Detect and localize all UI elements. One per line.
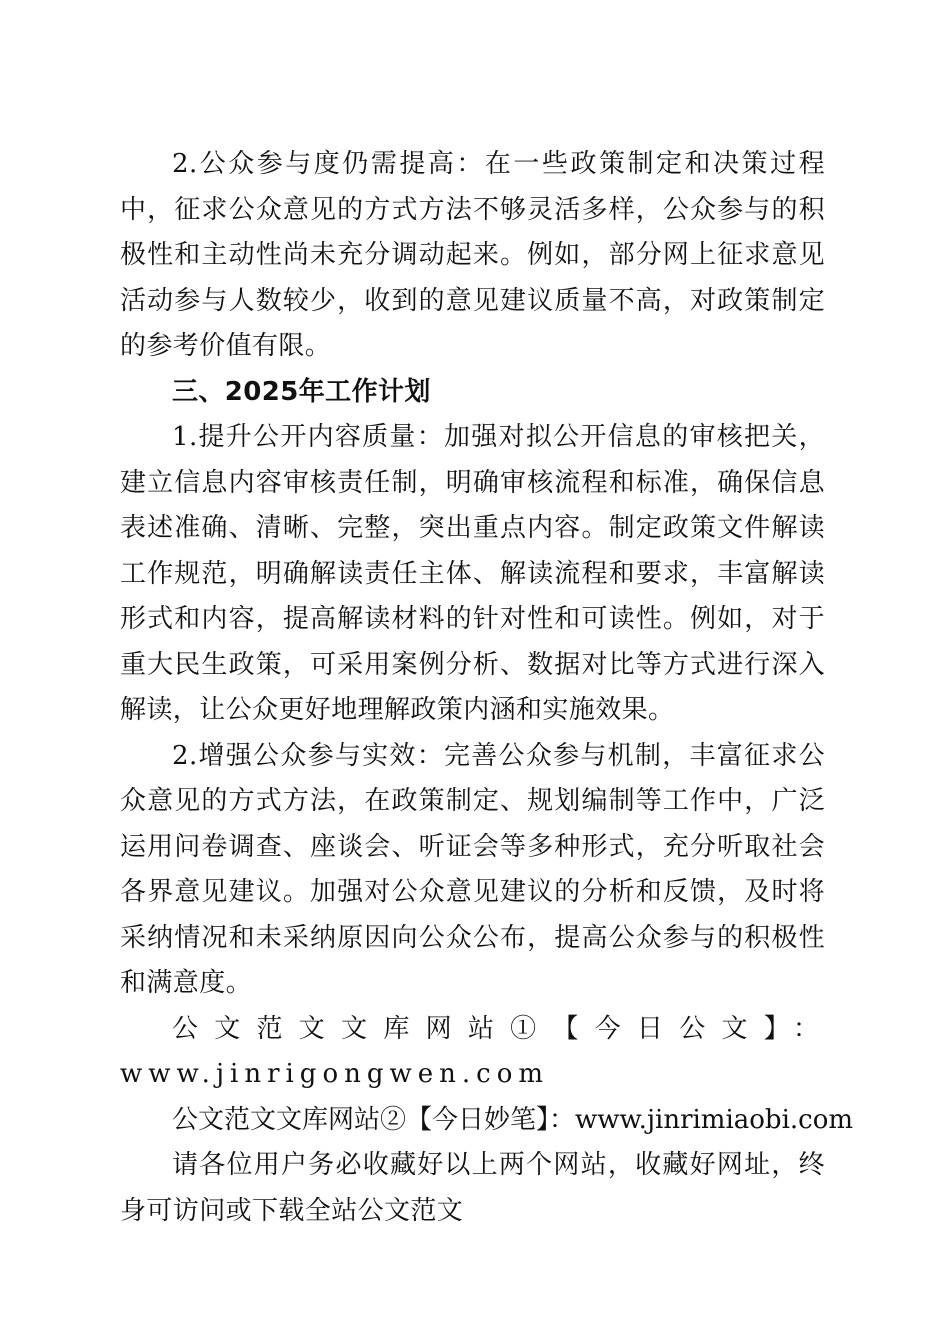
paragraph-improve-content-quality: 1.提升公开内容质量：加强对拟公开信息的审核把关，建立信息内容审核责任制，明确审核流程和标准，确保信息表述准确、清晰、完整，突出重点内容。制定政策文件解读工作规范，明确解读责任主体、解读流程和要求，丰富解读形式和内容，提高解读材料的针对性和可读性。例如，对于重大民生政策，可采用案例分析、数据对比等方式进行深入解读，让公众更好地理解政策内涵和实施效果。 <box>120 422 825 725</box>
website-line-1: 公文范文文库网站①【今日公文】：www.jinrigongwen.com <box>120 1013 825 1089</box>
document-body <box>120 142 854 1234</box>
paragraph-enhance-public-participation: 2.增强公众参与实效：完善公众参与机制，丰富征求公众意见的方式方法，在政策制定、规划编制等工作中，广泛运用问卷调查、座谈会、听证会等多种形式，充分听取社会各界意见建议。加强对公众意见建议的分析和反馈，及时将采纳情况和未采纳原因向公众公布，提高公众参与的积极性和满意度。 <box>120 740 825 998</box>
paragraph-public-participation-issue: 2.公众参与度仍需提高：在一些政策制定和决策过程中，征求公众意见的方式方法不够灵活多样，公众参与的积极性和主动性尚未充分调动起来。例如，部分网上征求意见活动参与人数较少，收到的意见建议质量不高，对政策制定的参考价值有限。 <box>120 149 825 361</box>
bookmark-notice: 请各位用户务必收藏好以上两个网站，收藏好网址，终身可访问或下载全站公文范文 <box>120 1150 825 1226</box>
website-line-2: 公文范文文库网站②【今日妙笔】：www.jinrimiaobi.com <box>172 1104 854 1135</box>
section-heading-2025-plan: 三、2025年工作计划 <box>172 376 431 407</box>
